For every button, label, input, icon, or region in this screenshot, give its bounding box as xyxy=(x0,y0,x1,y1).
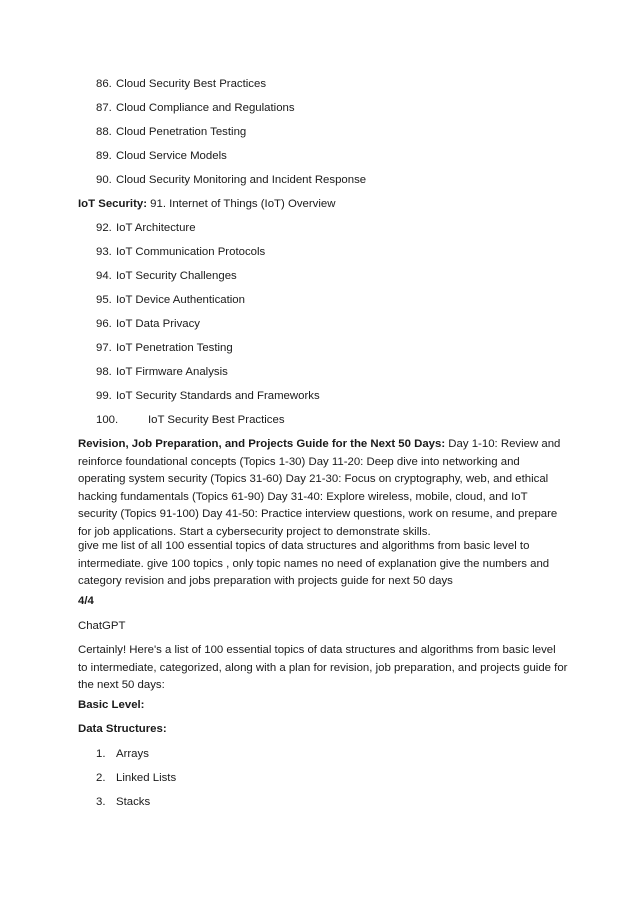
list-item xyxy=(96,340,233,356)
list-item xyxy=(96,172,366,188)
list-text: IoT Security Standards and Frameworks xyxy=(116,390,320,402)
list-item xyxy=(96,268,237,284)
list-text: Linked Lists xyxy=(116,772,177,784)
list-item xyxy=(96,220,196,236)
list-number: 98. xyxy=(96,366,112,378)
list-number: 2. xyxy=(96,772,106,784)
list-text: IoT Data Privacy xyxy=(116,318,200,330)
revision-text: Day 1-10: Review and reinforce foundational concepts (Topics 1-30) Day 11-20: Deep dive into networking and operating system security (Topics 31-60) Day 21-30: Focus on cryptography, web, and ethical hacking fundamentals (Topics 61-90) Day 31-40: Explore wireless, mobile, cloud, and IoT security (Topics 91-100) Day 41-50: Practice interview questions, work on resume, and prepare for job applications. Start a cybersecurity project to demonstrate skills. xyxy=(78,438,561,538)
section-label: IoT Security: xyxy=(78,198,147,210)
iot-security-heading xyxy=(78,196,568,213)
list-item xyxy=(96,746,149,762)
list-text: IoT Firmware Analysis xyxy=(116,366,228,378)
list-number: 88. xyxy=(96,126,112,138)
list-text: IoT Security Best Practices xyxy=(148,414,285,426)
list-text: Cloud Compliance and Regulations xyxy=(116,102,295,114)
list-item xyxy=(96,364,228,380)
data-structures-text: Data Structures: xyxy=(78,723,167,735)
list-item xyxy=(96,388,320,404)
list-text: IoT Device Authentication xyxy=(116,294,245,306)
list-number: 99. xyxy=(96,390,112,402)
list-text: Stacks xyxy=(116,796,151,808)
list-number: 86. xyxy=(96,78,112,90)
list-number: 1. xyxy=(96,748,106,760)
list-number: 97. xyxy=(96,342,112,354)
list-text: Cloud Security Monitoring and Incident Response xyxy=(116,174,367,186)
list-number: 90. xyxy=(96,174,112,186)
list-number: 94. xyxy=(96,270,112,282)
basic-level-text: Basic Level: xyxy=(78,699,145,711)
list-number: 89. xyxy=(96,150,112,162)
list-text: IoT Architecture xyxy=(116,222,196,234)
response-intro-text: Certainly! Here's a list of 100 essential topics of data structures and algorithms from basic level to intermediate, categorized, along with a plan for revision, job preparation, and projects guide for the next 50 days: xyxy=(78,644,568,691)
list-number: 92. xyxy=(96,222,112,234)
list-text: Arrays xyxy=(116,748,149,760)
list-text: Cloud Penetration Testing xyxy=(116,126,247,138)
list-item xyxy=(96,148,227,164)
list-text: IoT Security Challenges xyxy=(116,270,237,282)
prompt-text: give me list of all 100 essential topics of data structures and algorithms from basic level to intermediate. give 100 topics , only topic names no need of explanation give the numbers and category revision and jobs preparation with projects guide for next 50 days xyxy=(78,540,550,587)
list-text: IoT Communication Protocols xyxy=(116,246,266,258)
list-item xyxy=(96,100,295,116)
list-item xyxy=(96,770,176,786)
list-item xyxy=(96,76,266,92)
list-item xyxy=(96,244,265,260)
response-intro-paragraph xyxy=(78,642,568,695)
list-number: 87. xyxy=(96,102,112,114)
list-number: 96. xyxy=(96,318,112,330)
list-text: Cloud Security Best Practices xyxy=(116,78,267,90)
version-text: 4/4 xyxy=(78,595,94,607)
list-text: IoT Penetration Testing xyxy=(116,342,233,354)
list-item xyxy=(96,292,245,308)
list-number: 95. xyxy=(96,294,112,306)
list-item xyxy=(96,316,200,332)
list-number: 93. xyxy=(96,246,112,258)
list-number: 100. xyxy=(96,414,119,426)
basic-level-heading xyxy=(78,697,568,714)
section-text: 91. Internet of Things (IoT) Overview xyxy=(147,198,336,210)
list-number: 3. xyxy=(96,796,106,808)
list-item xyxy=(96,412,285,428)
assistant-name: ChatGPT xyxy=(78,620,126,632)
version-label xyxy=(78,593,568,610)
revision-paragraph xyxy=(78,436,568,541)
list-text: Cloud Service Models xyxy=(116,150,227,162)
user-prompt-paragraph xyxy=(78,538,568,591)
list-item xyxy=(96,124,246,140)
data-structures-heading xyxy=(78,721,568,738)
list-item xyxy=(96,794,150,810)
revision-label: Revision, Job Preparation, and Projects Guide for the Next 50 Days: xyxy=(78,438,446,450)
